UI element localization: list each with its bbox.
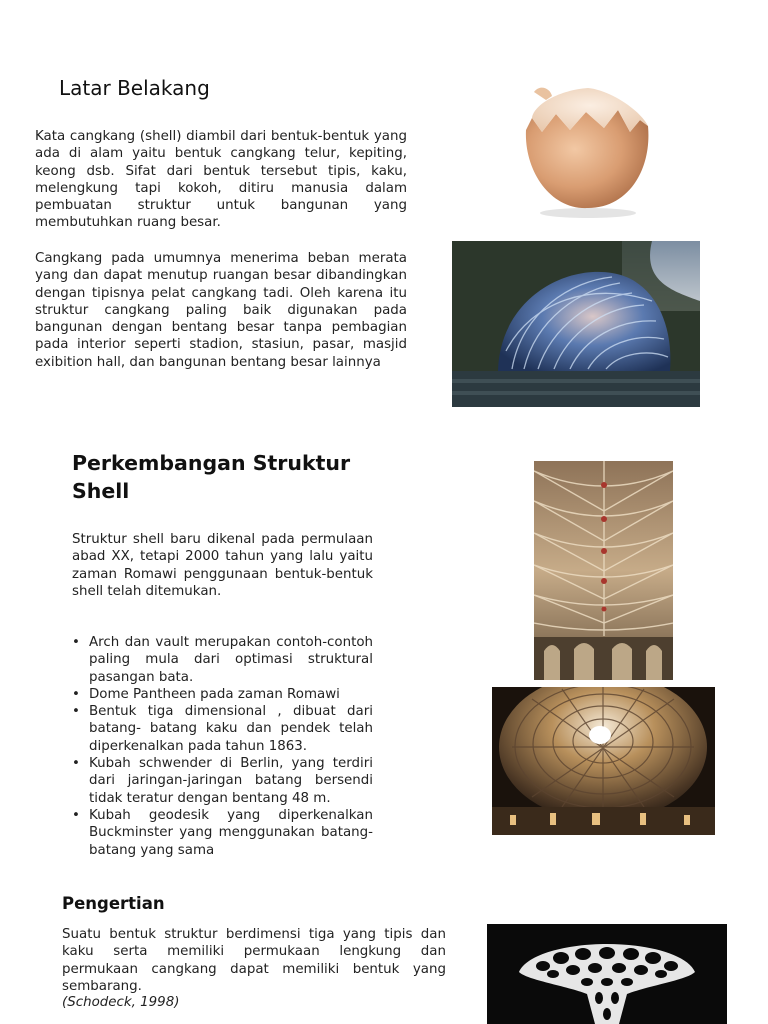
bullet-three-dimensional: • Bentuk tiga dimensional , dibuat dari batang- batang kaku dan pendek telah diperkenalkan pada tahun 1863. xyxy=(72,703,373,755)
paragraph-cangkang-usage: Cangkang pada umumnya menerima beban merata yang dan dapat menutup ruangan besar dibandingkan dengan tipisnya pelat cangkang tadi. Oleh karena itu struktur cangkang paling baik digunakan pada bangunan dengan bentang besar tanpa pembagian pada interior seperti stadion, stasiun, pasar, masjid exibition hall, dan bangunan bentang besar lainnya xyxy=(35,251,407,370)
paragraph-history-intro: Struktur shell baru dikenal pada permulaan abad XX, tetapi 2000 tahun yang lalu yaitu zaman Romawi penggunaan bentuk-bentuk shell telah ditemukan. xyxy=(72,532,373,599)
paragraph-cangkang-definition: Kata cangkang (shell) diambil dari bentuk-bentuk yang ada di alam yaitu bentuk cangkang telur, kepiting, keong dsb. Sifat dari bentuk tersebut tipis, kaku, melengkung tapi kokoh, ditiru manusia dalam pembuatan struktur untuk bangunan yang membutuhkan ruang besar. xyxy=(35,129,407,231)
gothic-vault-image xyxy=(534,461,673,680)
section-title-perkembangan: Perkembangan Struktur Shell xyxy=(72,451,351,503)
bullet-geodesic-dome: • Kubah geodesik yang diperkenalkan Buckminster yang menggunakan batang-batang yang sama xyxy=(72,807,373,859)
pantheon-dome-image xyxy=(492,687,715,835)
shell-pavilion-image xyxy=(452,241,700,407)
section-title-pengertian: Pengertian xyxy=(62,894,165,913)
bullet-schwedler-dome: • Kubah schwender di Berlin, yang terdiri dari jaringan-jaringan batang bersendi tidak teratur dengan bentang 48 m. xyxy=(72,755,373,807)
lattice-shell-image xyxy=(487,924,727,1024)
bullet-arch-vault: • Arch dan vault merupakan contoh-contoh paling mula dari optimasi struktural pasangan bata. xyxy=(72,634,373,686)
paragraph-shell-definition: Suatu bentuk struktur berdimensi tiga yang tipis dan kaku serta memiliki permukaan lengkung dan permukaan cangkang dapat memiliki bentuk yang sembarang. xyxy=(62,927,446,994)
citation-schodeck: (Schodeck, 1998) xyxy=(62,995,180,1010)
history-bullet-list xyxy=(72,634,373,864)
section-title-latar-belakang: Latar Belakang xyxy=(59,76,210,100)
bullet-dome-pantheon: • Dome Pantheen pada zaman Romawi xyxy=(72,686,373,703)
broken-eggshell-image xyxy=(490,70,690,220)
